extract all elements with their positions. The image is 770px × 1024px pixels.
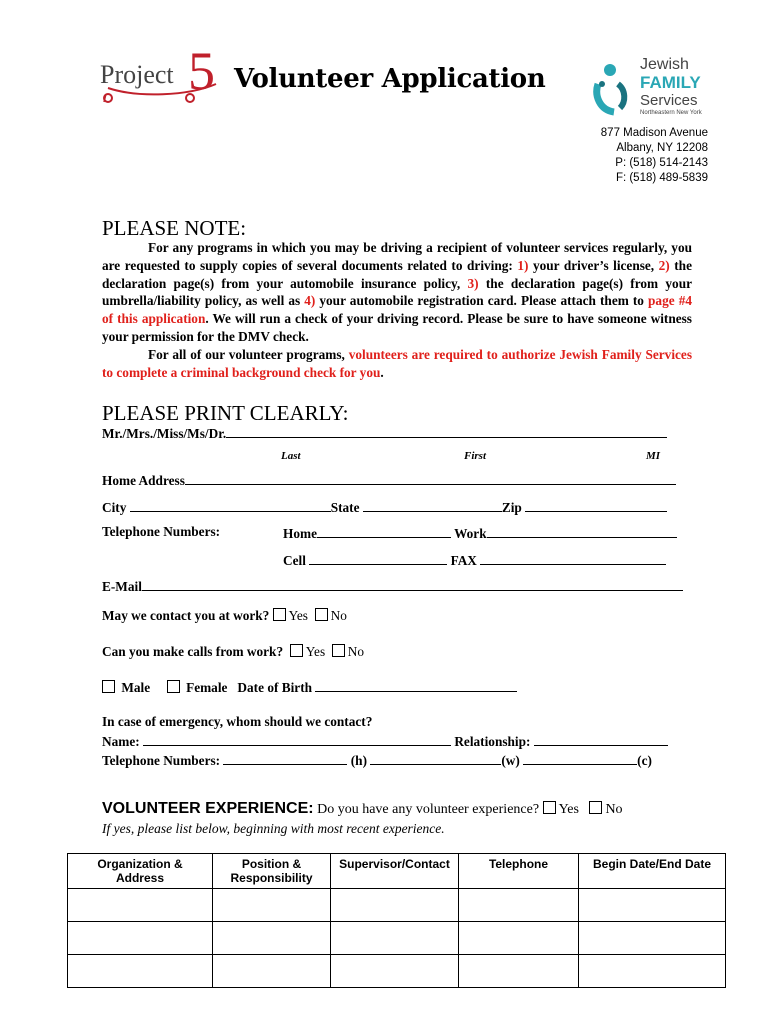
- table-cell[interactable]: [459, 922, 579, 955]
- c-label: (c): [637, 753, 652, 768]
- jfs-logo-line1: Jewish: [640, 56, 689, 73]
- home-address-field[interactable]: [185, 471, 676, 485]
- address-street: 877 Madison Avenue: [600, 127, 708, 139]
- name-label: Mr./Mrs./Miss/Ms/Dr.: [102, 426, 227, 441]
- table-cell[interactable]: [579, 922, 726, 955]
- page-reference: page #4 of this application: [102, 293, 692, 327]
- male-checkbox[interactable]: [102, 680, 115, 693]
- emergency-question: In case of emergency, whom should we contact?: [102, 714, 373, 729]
- emergency-name-field[interactable]: [143, 732, 451, 746]
- address-fax: F: (518) 489-5839: [615, 172, 708, 184]
- contact-work-no-checkbox[interactable]: [315, 608, 328, 621]
- work-phone-field[interactable]: [487, 524, 677, 538]
- table-cell[interactable]: [579, 955, 726, 988]
- logo-text: Project: [100, 60, 174, 89]
- female-label: Female: [186, 680, 228, 695]
- jfs-logo: [592, 56, 712, 122]
- home-phone-label: Home: [283, 526, 317, 541]
- telephone-label: Telephone Numbers:: [102, 524, 221, 539]
- column-header-telephone: Telephone: [459, 854, 579, 889]
- table-row: [68, 922, 726, 955]
- jfs-logo-line3: Services: [640, 92, 698, 109]
- column-header-organization: Organization & Address: [68, 854, 213, 889]
- contact-work-question: May we contact you at work?: [102, 608, 270, 623]
- address-city: Albany, NY 12208: [616, 142, 708, 154]
- note-heading: PLEASE NOTE:: [102, 216, 247, 240]
- cell-field[interactable]: [309, 551, 447, 565]
- dob-field[interactable]: [315, 678, 517, 692]
- city-row: [102, 498, 667, 516]
- contact-work-no-label: No: [330, 608, 347, 623]
- female-checkbox[interactable]: [167, 680, 180, 693]
- name-row: [102, 424, 667, 442]
- page-title: Volunteer Application: [234, 64, 546, 94]
- state-field[interactable]: [363, 498, 502, 512]
- contact-work-yes-label: Yes: [288, 608, 308, 623]
- note-paragraph-1: For any programs in which you may be driving a recipient of volunteer services regularly, you are requested to supply copies of several documents related to driving: 1) your driver’s license, 2) the declaration page(s) from your automobile insurance policy, 3) the declaration page(s) from your umbrella/liability policy, as well as 4) your automobile registration card. Please attach them to page #4 of this application. We will run a check of your driving record. Please be sure to have someone witness your permission for the DMV check.: [102, 240, 692, 344]
- table-cell[interactable]: [68, 922, 213, 955]
- h-label: (h): [350, 753, 368, 768]
- table-cell[interactable]: [459, 955, 579, 988]
- table-cell[interactable]: [68, 955, 213, 988]
- org-address: [601, 126, 708, 186]
- table-cell[interactable]: [459, 889, 579, 922]
- experience-yes-checkbox[interactable]: [543, 801, 556, 814]
- mi-label: MI: [646, 450, 661, 462]
- calls-work-yes-label: Yes: [305, 644, 326, 659]
- home-work-row: [283, 524, 677, 542]
- last-label: Last: [281, 450, 301, 462]
- project5-logo: [98, 41, 226, 110]
- relationship-label: Relationship:: [454, 734, 531, 749]
- table-cell[interactable]: [68, 889, 213, 922]
- contact-work-yes-checkbox[interactable]: [273, 608, 286, 621]
- jfs-logo-line2: FAMILY: [640, 73, 701, 92]
- home-address-row: [102, 471, 676, 489]
- email-field[interactable]: [142, 577, 683, 591]
- experience-table: [67, 853, 726, 988]
- contact-work-row: [102, 608, 347, 624]
- email-row: [102, 577, 683, 595]
- address-phone: P: (518) 514-2143: [615, 157, 708, 169]
- table-cell[interactable]: [213, 955, 331, 988]
- table-cell[interactable]: [579, 889, 726, 922]
- emergency-home-field[interactable]: [223, 751, 347, 765]
- calls-work-question: Can you make calls from work?: [102, 644, 284, 659]
- fax-field[interactable]: [480, 551, 666, 565]
- experience-heading: VOLUNTEER EXPERIENCE:: [102, 800, 314, 817]
- table-cell[interactable]: [213, 889, 331, 922]
- zip-label: Zip: [501, 500, 522, 515]
- state-label: State: [330, 500, 360, 515]
- table-row: [68, 955, 726, 988]
- experience-no-label: No: [605, 802, 623, 817]
- calls-work-no-label: No: [347, 644, 365, 659]
- email-label: E-Mail: [102, 579, 142, 594]
- column-header-supervisor: Supervisor/Contact: [331, 854, 459, 889]
- first-label: First: [464, 450, 487, 462]
- table-cell[interactable]: [213, 922, 331, 955]
- emergency-phone-label: Telephone Numbers:: [102, 753, 221, 768]
- table-cell[interactable]: [331, 922, 459, 955]
- gender-dob-row: [102, 678, 517, 696]
- w-label: (w): [501, 753, 520, 768]
- experience-question: Do you have any volunteer experience?: [317, 802, 540, 817]
- city-field[interactable]: [130, 498, 331, 512]
- zip-field[interactable]: [525, 498, 667, 512]
- work-phone-label: Work: [454, 526, 487, 541]
- emergency-cell-field[interactable]: [523, 751, 637, 765]
- calls-work-no-checkbox[interactable]: [332, 644, 345, 657]
- experience-no-checkbox[interactable]: [589, 801, 602, 814]
- experience-instruction: If yes, please list below, beginning with most recent experience.: [102, 821, 445, 836]
- note-paragraph-2: For all of our volunteer programs, volunteers are required to authorize Jewish Family Services to complete a criminal background check for you.: [102, 346, 692, 380]
- experience-yes-label: Yes: [558, 802, 579, 817]
- city-label: City: [102, 500, 127, 515]
- table-header-row: [68, 854, 726, 889]
- emergency-name-row: [102, 732, 668, 750]
- note-body: [102, 239, 692, 381]
- cell-fax-row: [283, 551, 666, 569]
- emergency-work-field[interactable]: [370, 751, 501, 765]
- male-label: Male: [121, 680, 151, 695]
- experience-row: [102, 800, 623, 818]
- relationship-field[interactable]: [534, 732, 668, 746]
- column-header-dates: Begin Date/End Date: [579, 854, 726, 889]
- calls-work-row: [102, 644, 364, 660]
- dob-label: Date of Birth: [237, 680, 313, 695]
- name-field[interactable]: [226, 424, 667, 438]
- emergency-name-label: Name:: [102, 734, 140, 749]
- jfs-logo-line4: Northeastern New York: [640, 110, 702, 116]
- home-phone-field[interactable]: [317, 524, 451, 538]
- cell-label: Cell: [283, 553, 306, 568]
- table-cell[interactable]: [331, 889, 459, 922]
- logo-number: 5: [188, 41, 215, 101]
- calls-work-yes-checkbox[interactable]: [290, 644, 303, 657]
- home-address-label: Home Address: [102, 473, 185, 488]
- emergency-phone-row: [102, 751, 652, 769]
- table-cell[interactable]: [331, 955, 459, 988]
- column-header-position: Position & Responsibility: [213, 854, 331, 889]
- print-heading: PLEASE PRINT CLEARLY:: [102, 401, 349, 425]
- table-row: [68, 889, 726, 922]
- fax-label: FAX: [450, 553, 477, 568]
